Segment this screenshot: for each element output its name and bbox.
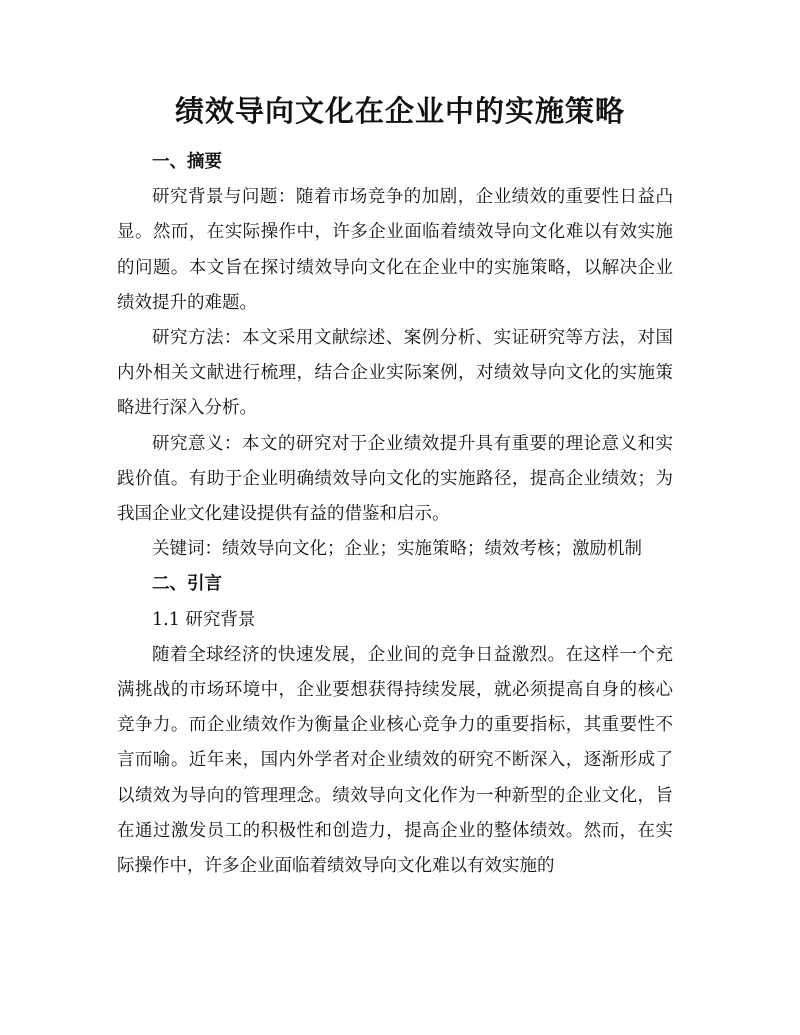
document-body [117,145,673,884]
section-heading-abstract: 一、摘要 [152,152,222,172]
paragraph-significance: 研究意义：本文的研究对于企业绩效提升具有重要的理论意义和实践价值。有助于企业明确绩效导向文化的实施路径，提高企业绩效；为我国企业文化建设提供有益的借鉴和启示。 [117,433,673,525]
paragraph-introduction: 随着全球经济的快速发展，企业间的竞争日益激烈。在这样一个充满挑战的市场环境中，企业要想获得持续发展，就必须提高自身的核心竞争力。而企业绩效作为衡量企业核心竞争力的重要指标，其重要性不言而喻。近年来，国内外学者对企业绩效的研究不断深入，逐渐形成了以绩效为导向的管理理念。绩效导向文化作为一种新型的企业文化，旨在通过激发员工的积极性和创造力，提高企业的整体绩效。然而，在实际操作中，许多企业面临着绩效导向文化难以有效实施的 [117,644,673,877]
subsection-heading-background: 1.1 研究背景 [152,609,256,630]
paragraph-background: 研究背景与问题：随着市场竞争的加剧，企业绩效的重要性日益凸显。然而，在实际操作中，许多企业面临着绩效导向文化难以有效实施的问题。本文旨在探讨绩效导向文化在企业中的实施策略，以解决企业绩效提升的难题。 [117,187,673,313]
paragraph-keywords: 关键词：绩效导向文化；企业；实施策略；绩效考核；激励机制 [152,539,642,560]
paragraph-method: 研究方法：本文采用文献综述、案例分析、实证研究等方法，对国内外相关文献进行梳理，结合企业实际案例，对绩效导向文化的实施策略进行深入分析。 [117,328,673,419]
document-title: 绩效导向文化在企业中的实施策略 [174,94,625,128]
section-heading-introduction: 二、引言 [152,574,222,595]
